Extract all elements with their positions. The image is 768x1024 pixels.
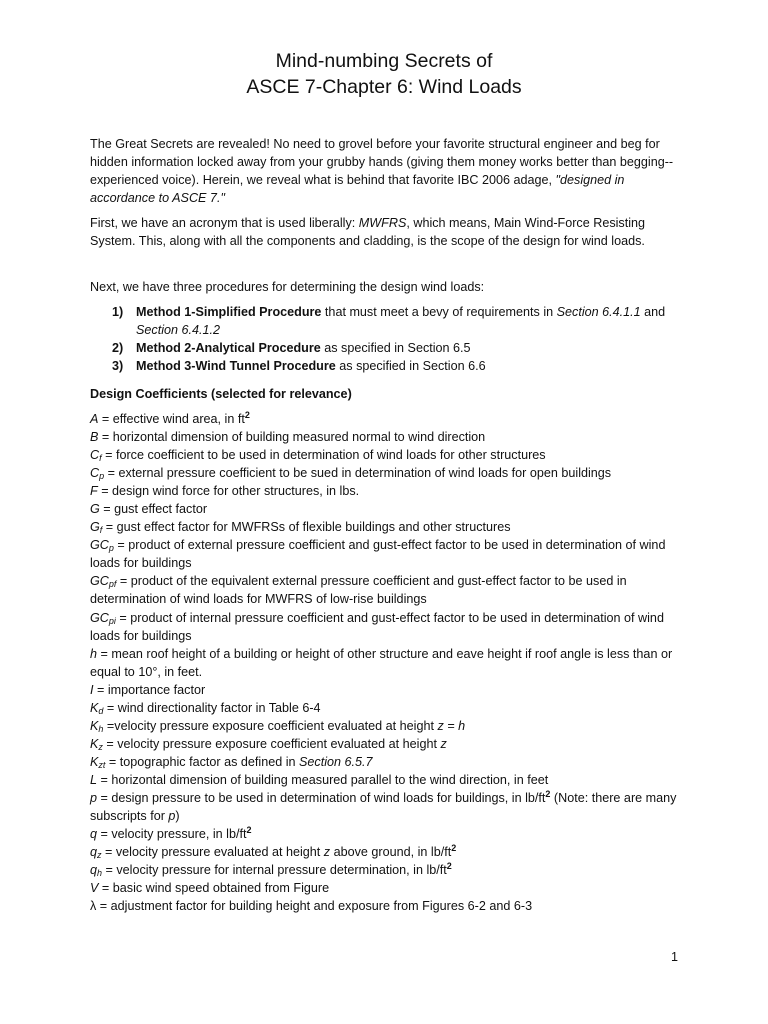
superscript: 2 <box>545 788 551 799</box>
symbol: GC <box>90 610 109 625</box>
closing-paren: ) <box>175 809 180 824</box>
definition-text: = gust effect factor <box>99 502 208 517</box>
definition-text: =velocity pressure exposure coefficient evaluated at height <box>103 718 438 733</box>
definition-GCp <box>90 536 688 572</box>
definition-Kzt <box>90 753 688 771</box>
definition-text: = adjustment factor for building height and exposure from Figures 6-2 and 6-3 <box>96 899 533 914</box>
symbol: K <box>90 718 99 733</box>
definition-B <box>90 428 688 446</box>
section-heading: Design Coefficients (selected for relevance) <box>90 387 352 401</box>
acronym-explanation: , which means, Main Wind-Force Resisting System. This, along with all the components and cladding, is the scope of the design for wind loads. <box>90 216 646 248</box>
list-number: 3) <box>112 359 124 373</box>
definition-G <box>90 500 688 518</box>
definition-GCpf <box>90 572 688 608</box>
symbol: V <box>90 881 99 896</box>
methods-list <box>112 303 672 375</box>
procedures-intro: Next, we have three procedures for determining the design wind loads: <box>90 280 485 294</box>
ibc-quote: "designed in accordance to ASCE 7." <box>90 173 625 205</box>
method-desc: as specified in Section 6.5 <box>320 341 471 355</box>
symbol: K <box>90 754 99 769</box>
definition-text: = design pressure to be used in determination of wind loads for buildings, in lb/ft <box>97 790 546 805</box>
subscript: p <box>99 471 105 482</box>
list-item <box>112 303 672 339</box>
intro-text: The Great Secrets are revealed! No need to grovel before your favorite structural engineer and beg for hidden information locked away from your grubby hands (giving them money works better than begging--experienced voice). Herein, we reveal what is behind that favorite IBC 2006 adage, <box>90 137 674 187</box>
definition-q <box>90 825 688 843</box>
symbol: C <box>90 466 100 481</box>
symbol: q <box>90 863 98 878</box>
symbol: GC <box>90 538 109 553</box>
subscript: z <box>98 741 103 752</box>
method-name: Method 2-Analytical Procedure <box>136 341 321 355</box>
symbol: A <box>90 412 99 426</box>
definition-text: = gust effect factor for MWFRSs of flexible buildings and other structures <box>102 520 511 535</box>
symbol: p <box>90 790 98 805</box>
intro-paragraph <box>90 135 688 207</box>
definition-text: = horizontal dimension of building measured parallel to the wind direction, in feet <box>97 772 549 787</box>
definition-p <box>90 789 688 825</box>
superscript: 2 <box>446 861 452 872</box>
definition-text: = mean roof height of a building or height of other structure and eave height if roof angle is less than or equal to 10°, in feet. <box>90 646 673 679</box>
section-ref: Section 6.4.1.1 <box>556 305 641 319</box>
definition-text: = effective wind area, in ft <box>98 412 245 426</box>
italic-term: z <box>323 845 331 860</box>
italic-term: z = h <box>437 718 466 733</box>
section-ref: Section 6.5.7 <box>299 754 373 769</box>
definition-text: = velocity pressure evaluated at height <box>101 845 324 860</box>
symbol: GC <box>90 574 109 589</box>
definition-Cp <box>90 464 688 482</box>
subscript: pi <box>108 615 116 626</box>
definition-text: = topographic factor as defined in <box>105 754 300 769</box>
acronym: MWFRS <box>358 216 407 230</box>
definitions-list <box>90 410 688 915</box>
conjunction: and <box>640 305 666 319</box>
definition-Kh <box>90 717 688 735</box>
definition-text: = product of the equivalent external pressure coefficient and gust-effect factor to be used in determination of wind loads for MWFRS of low-rise buildings <box>90 574 627 607</box>
page-title-line-1: Mind-numbing Secrets of <box>275 50 493 72</box>
subscript: zt <box>98 759 106 770</box>
superscript: 2 <box>451 843 457 854</box>
subscript: h <box>98 723 104 734</box>
list-item <box>112 339 672 357</box>
symbol: L <box>90 772 98 787</box>
symbol: C <box>90 448 100 463</box>
symbol: q <box>90 827 98 842</box>
section-ref: Section 6.4.1.2 <box>136 323 221 337</box>
method-desc: as specified in Section 6.6 <box>335 359 486 373</box>
definition-Kd <box>90 699 688 717</box>
definition-qz <box>90 843 688 861</box>
acronym-lead: First, we have an acronym that is used liberally: <box>90 216 359 230</box>
definition-text: = importance factor <box>93 682 206 697</box>
definition-text: = wind directionality factor in Table 6-4 <box>103 700 321 715</box>
symbol: G <box>90 502 100 517</box>
superscript: 2 <box>244 410 250 420</box>
definition-text: = force coefficient to be used in determination of wind loads for other structures <box>101 448 546 463</box>
page-number: 1 <box>670 950 678 964</box>
subscript: p <box>108 543 114 554</box>
definition-text: = velocity pressure for internal pressure determination, in lb/ft <box>102 863 447 878</box>
symbol: I <box>90 682 94 697</box>
italic-term: p <box>168 809 176 824</box>
symbol: B <box>90 430 99 445</box>
list-number: 1) <box>112 305 124 319</box>
subscript: pf <box>108 579 117 590</box>
italic-term: z <box>440 736 447 751</box>
subscript: f <box>99 525 103 536</box>
definition-text: = product of internal pressure coefficient and gust-effect factor to be used in determination of wind loads for buildings <box>90 610 664 643</box>
list-item <box>112 357 672 375</box>
definition-lambda <box>90 897 688 915</box>
symbol: λ <box>90 899 97 914</box>
definition-L <box>90 771 688 789</box>
subscript: d <box>98 705 104 716</box>
method-name: Method 1-Simplified Procedure <box>136 305 322 319</box>
subscript: f <box>99 453 102 464</box>
symbol: q <box>90 845 98 860</box>
definition-text: = design wind force for other structures, in lbs. <box>97 484 360 499</box>
definition-text: = horizontal dimension of building measured normal to wind direction <box>98 430 486 445</box>
symbol: G <box>90 520 100 535</box>
definition-V <box>90 879 688 897</box>
definition-Kz <box>90 735 688 753</box>
definition-h <box>90 645 688 681</box>
definition-text: = product of external pressure coefficient and gust-effect factor to be used in determination of wind loads for buildings <box>90 538 666 571</box>
symbol: K <box>90 700 99 715</box>
definition-GCpi <box>90 609 688 645</box>
symbol: h <box>90 646 98 661</box>
definition-text: = velocity pressure exposure coefficient evaluated at height <box>102 736 441 751</box>
definition-text: = velocity pressure, in lb/ft <box>97 827 247 842</box>
definition-note: (Note: there are many subscripts for <box>90 790 677 824</box>
list-text <box>136 303 672 339</box>
method-desc: that must meet a bevy of requirements in <box>321 305 557 319</box>
list-number: 2) <box>112 341 124 355</box>
superscript: 2 <box>246 825 252 836</box>
definition-Cf <box>90 446 688 464</box>
definition-text: = external pressure coefficient to be sued in determination of wind loads for open buildings <box>104 466 612 481</box>
definition-text: = basic wind speed obtained from Figure <box>98 881 330 896</box>
definition-I <box>90 681 688 699</box>
list-text <box>136 357 672 375</box>
subscript: h <box>97 868 103 879</box>
acronym-paragraph <box>90 214 688 250</box>
subscript: z <box>97 850 102 861</box>
definition-A <box>90 410 688 428</box>
definition-qh <box>90 861 688 879</box>
definition-text-2: above ground, in lb/ft <box>330 845 452 860</box>
symbol: F <box>90 484 98 499</box>
list-text <box>136 339 672 357</box>
method-name: Method 3-Wind Tunnel Procedure <box>136 359 336 373</box>
page-title-line-2: ASCE 7-Chapter 6: Wind Loads <box>246 76 522 98</box>
definition-F <box>90 482 688 500</box>
definition-Gf <box>90 518 688 536</box>
symbol: K <box>90 736 99 751</box>
